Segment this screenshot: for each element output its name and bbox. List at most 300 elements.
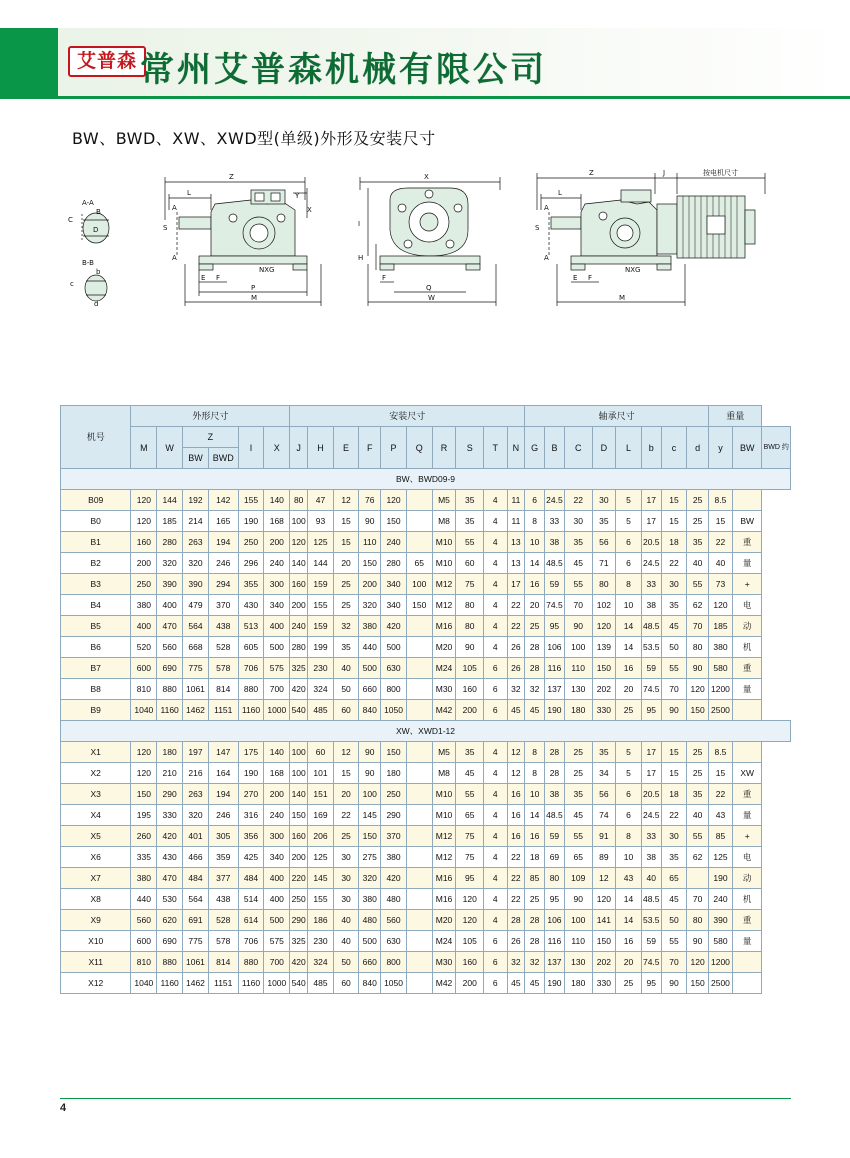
table-cell: 380 xyxy=(381,847,407,868)
table-cell: 70 xyxy=(564,595,592,616)
table-cell: 120 xyxy=(381,490,407,511)
table-cell: 55 xyxy=(456,532,484,553)
table-cell: 20 xyxy=(525,595,545,616)
table-cell: 880 xyxy=(157,952,183,973)
table-cell: 420 xyxy=(290,952,308,973)
table-cell: 60 xyxy=(333,700,359,721)
svg-text:NXG: NXG xyxy=(625,266,641,274)
svg-text:B: B xyxy=(96,208,101,216)
table-cell: 4 xyxy=(484,553,507,574)
table-cell-model: B9 xyxy=(61,700,131,721)
table-cell: 76 xyxy=(359,490,381,511)
table-cell: 24.5 xyxy=(641,553,661,574)
table-cell: 15 xyxy=(661,490,687,511)
table-cell: 50 xyxy=(333,679,359,700)
table-cell xyxy=(406,637,432,658)
table-cell: 12 xyxy=(333,742,359,763)
table-cell: 62 xyxy=(687,847,709,868)
drawings-svg xyxy=(60,160,800,375)
table-cell: 15 xyxy=(333,511,359,532)
table-cell: 340 xyxy=(381,574,407,595)
table-cell: 200 xyxy=(359,574,381,595)
table-cell: 33 xyxy=(641,574,661,595)
table-cell-model: X3 xyxy=(61,784,131,805)
table-cell: 1061 xyxy=(183,679,209,700)
table-cell: 320 xyxy=(157,553,183,574)
table-cell: 320 xyxy=(183,805,209,826)
table-cell: 159 xyxy=(308,574,334,595)
table-cell xyxy=(406,826,432,847)
table-body xyxy=(61,469,791,994)
table-cell: M10 xyxy=(432,532,456,553)
table-cell-model: B2 xyxy=(61,553,131,574)
table-cell: 380 xyxy=(359,616,381,637)
table-cell: 25 xyxy=(333,826,359,847)
svg-text:c: c xyxy=(70,280,74,288)
svg-text:A: A xyxy=(544,254,549,262)
table-cell: 28 xyxy=(525,637,545,658)
header-col-Z: Z xyxy=(183,427,239,448)
table-cell: 484 xyxy=(238,868,264,889)
table-cell: 70 xyxy=(661,952,687,973)
svg-text:b: b xyxy=(96,268,101,276)
table-cell: 55 xyxy=(564,574,592,595)
table-cell: 55 xyxy=(564,826,592,847)
table-cell: 150 xyxy=(406,595,432,616)
table-cell: 1000 xyxy=(264,973,290,994)
table-cell: 40 xyxy=(687,553,709,574)
svg-text:NXG: NXG xyxy=(259,266,275,274)
table-cell: 706 xyxy=(238,931,264,952)
table-cell-weight-bwd-note: 量 xyxy=(732,679,762,700)
table-cell: 401 xyxy=(183,826,209,847)
table-row xyxy=(61,595,791,616)
table-cell: 164 xyxy=(208,763,238,784)
table-cell: 16 xyxy=(616,658,642,679)
table-cell: 6 xyxy=(484,973,507,994)
table-cell: 700 xyxy=(264,952,290,973)
table-cell: M42 xyxy=(432,700,456,721)
table-cell: 30 xyxy=(661,826,687,847)
table-cell xyxy=(406,973,432,994)
table-cell: 206 xyxy=(308,826,334,847)
table-cell: 660 xyxy=(359,679,381,700)
table-cell: 120 xyxy=(592,889,616,910)
table-cell xyxy=(406,490,432,511)
table-cell: 14 xyxy=(525,805,545,826)
table-cell: 425 xyxy=(238,847,264,868)
table-cell-weight-bw: 185 xyxy=(709,616,733,637)
table-cell-model: X8 xyxy=(61,889,131,910)
table-cell-model: X4 xyxy=(61,805,131,826)
table-cell: 324 xyxy=(308,679,334,700)
table-cell: 10 xyxy=(616,595,642,616)
table-cell: 5 xyxy=(616,490,642,511)
table-cell: 275 xyxy=(359,847,381,868)
table-cell: 155 xyxy=(238,490,264,511)
table-cell: 26 xyxy=(507,658,525,679)
table-cell: 186 xyxy=(308,910,334,931)
table-cell: 4 xyxy=(484,511,507,532)
svg-text:J: J xyxy=(663,169,666,177)
table-cell xyxy=(406,679,432,700)
svg-text:C: C xyxy=(68,216,73,224)
table-cell: 56 xyxy=(592,532,616,553)
table-cell: 250 xyxy=(238,532,264,553)
table-cell-weight-bw: 390 xyxy=(709,910,733,931)
table-cell: 70 xyxy=(687,616,709,637)
table-cell: 14 xyxy=(525,553,545,574)
table-cell: 20 xyxy=(616,952,642,973)
table-cell: 25 xyxy=(333,595,359,616)
svg-text:Z: Z xyxy=(589,169,594,177)
table-cell: 116 xyxy=(544,931,564,952)
table-cell: 130 xyxy=(564,679,592,700)
table-cell-weight-bwd-note: 重 xyxy=(732,784,762,805)
table-cell: 199 xyxy=(308,637,334,658)
table-cell: 180 xyxy=(381,763,407,784)
table-cell: 8 xyxy=(616,826,642,847)
table-cell: 6 xyxy=(616,532,642,553)
table-cell-weight-bw: 43 xyxy=(709,805,733,826)
table-cell: 85 xyxy=(525,868,545,889)
table-cell: 74 xyxy=(592,805,616,826)
table-row xyxy=(61,574,791,595)
table-cell: 1050 xyxy=(381,973,407,994)
table-cell: 230 xyxy=(308,931,334,952)
table-cell: 706 xyxy=(238,658,264,679)
table-row xyxy=(61,700,791,721)
table-cell-weight-bwd-note: + xyxy=(732,826,762,847)
table-cell-weight-bw: 120 xyxy=(709,595,733,616)
table-cell: 50 xyxy=(661,910,687,931)
table-cell: M30 xyxy=(432,952,456,973)
table-section-label: XW、XWD1-12 xyxy=(61,721,791,742)
table-cell xyxy=(406,763,432,784)
table-cell: 60 xyxy=(333,973,359,994)
table-cell: 22 xyxy=(661,805,687,826)
table-cell: M20 xyxy=(432,910,456,931)
table-cell: 137 xyxy=(544,679,564,700)
table-cell: 24.5 xyxy=(544,490,564,511)
table-cell: 4 xyxy=(484,889,507,910)
header-col-J: J xyxy=(290,427,308,469)
table-cell: 45 xyxy=(661,616,687,637)
table-cell: 185 xyxy=(157,511,183,532)
table-cell-model: B7 xyxy=(61,658,131,679)
header-group-mounting: 安装尺寸 xyxy=(290,406,525,427)
table-cell-weight-bwd-note: 机 xyxy=(732,889,762,910)
table-cell xyxy=(406,910,432,931)
table-cell: 60 xyxy=(456,553,484,574)
table-cell-model: X11 xyxy=(61,952,131,973)
table-cell: 4 xyxy=(484,742,507,763)
header-group-outline: 外形尺寸 xyxy=(131,406,290,427)
table-cell: 190 xyxy=(544,700,564,721)
table-cell: 180 xyxy=(157,742,183,763)
table-cell: 540 xyxy=(290,973,308,994)
header-col-P: P xyxy=(381,427,407,469)
table-cell: 4 xyxy=(484,616,507,637)
table-cell: 430 xyxy=(157,847,183,868)
table-row xyxy=(61,679,791,700)
table-cell: 160 xyxy=(131,532,157,553)
table-cell: 160 xyxy=(456,952,484,973)
table-cell: 120 xyxy=(592,616,616,637)
svg-text:d: d xyxy=(94,300,99,308)
header-col-R: R xyxy=(432,427,456,469)
table-cell: 15 xyxy=(661,763,687,784)
header-weight-bwd: BWD 约 xyxy=(762,427,791,469)
table-cell: 24.5 xyxy=(641,805,661,826)
table-cell: 605 xyxy=(238,637,264,658)
table-cell: 59 xyxy=(641,658,661,679)
table-cell: 6 xyxy=(616,553,642,574)
table-cell: 560 xyxy=(131,910,157,931)
table-cell: 575 xyxy=(264,658,290,679)
table-cell: 100 xyxy=(564,910,592,931)
table-cell: 30 xyxy=(333,868,359,889)
table-cell xyxy=(406,952,432,973)
table-cell: 25 xyxy=(525,616,545,637)
table-row xyxy=(61,952,791,973)
table-cell: 65 xyxy=(564,847,592,868)
table-cell: 25 xyxy=(564,742,592,763)
header-col-B: B xyxy=(544,427,564,469)
table-cell xyxy=(406,658,432,679)
table-cell: 150 xyxy=(290,805,308,826)
table-cell: 70 xyxy=(687,889,709,910)
table-cell: 150 xyxy=(687,700,709,721)
table-cell: 6 xyxy=(616,784,642,805)
table-cell: 814 xyxy=(208,952,238,973)
table-cell-weight-bw: 580 xyxy=(709,931,733,952)
table-cell: 4 xyxy=(484,490,507,511)
table-cell: 90 xyxy=(564,889,592,910)
table-row xyxy=(61,511,791,532)
svg-text:X: X xyxy=(307,206,312,214)
table-cell: 305 xyxy=(208,826,238,847)
table-cell: 55 xyxy=(661,931,687,952)
table-row xyxy=(61,805,791,826)
table-cell: 45 xyxy=(507,973,525,994)
table-cell: 139 xyxy=(592,637,616,658)
table-cell: 142 xyxy=(208,490,238,511)
table-cell: 22 xyxy=(507,889,525,910)
header-col-Z-BW: BW xyxy=(183,448,209,469)
table-cell: 30 xyxy=(661,574,687,595)
table-row xyxy=(61,910,791,931)
table-cell: 340 xyxy=(264,595,290,616)
table-cell: 17 xyxy=(641,763,661,784)
table-cell xyxy=(406,784,432,805)
table-row xyxy=(61,826,791,847)
page-number: 4 xyxy=(60,1102,67,1114)
header-col-y: y xyxy=(709,427,733,469)
table-cell: 55 xyxy=(687,826,709,847)
table-cell: 155 xyxy=(308,889,334,910)
table-cell-weight-bwd-note: 量 xyxy=(732,931,762,952)
svg-text:Z: Z xyxy=(229,173,234,181)
table-cell: 17 xyxy=(641,511,661,532)
table-cell: 377 xyxy=(208,868,238,889)
table-cell: 430 xyxy=(238,595,264,616)
table-cell: 20.5 xyxy=(641,784,661,805)
table-cell: 316 xyxy=(238,805,264,826)
table-cell: 80 xyxy=(687,910,709,931)
table-cell: 1151 xyxy=(208,973,238,994)
table-cell: 1160 xyxy=(238,700,264,721)
table-row xyxy=(61,742,791,763)
table-cell: 25 xyxy=(687,511,709,532)
table-cell: 28 xyxy=(525,658,545,679)
table-cell: M16 xyxy=(432,616,456,637)
table-cell: 50 xyxy=(333,952,359,973)
table-cell: 25 xyxy=(687,763,709,784)
table-cell: 71 xyxy=(592,553,616,574)
table-cell: 210 xyxy=(157,763,183,784)
table-cell: 100 xyxy=(406,574,432,595)
table-cell: 880 xyxy=(238,952,264,973)
table-cell: 620 xyxy=(157,910,183,931)
table-cell: 90 xyxy=(359,763,381,784)
footer-divider xyxy=(60,1098,791,1099)
table-cell: 614 xyxy=(238,910,264,931)
company-name: 常州艾普森机械有限公司 xyxy=(140,50,547,90)
table-cell xyxy=(406,742,432,763)
table-cell: 90 xyxy=(359,511,381,532)
table-cell: 28 xyxy=(507,910,525,931)
table-cell: 320 xyxy=(183,553,209,574)
table-cell: 32 xyxy=(507,679,525,700)
table-cell: 440 xyxy=(131,889,157,910)
table-cell: 325 xyxy=(290,931,308,952)
table-cell: 25 xyxy=(525,889,545,910)
table-row xyxy=(61,763,791,784)
table-cell: 75 xyxy=(456,574,484,595)
table-cell: 8 xyxy=(616,574,642,595)
table-cell xyxy=(406,616,432,637)
table-cell: 175 xyxy=(238,742,264,763)
table-cell: 630 xyxy=(381,658,407,679)
table-cell: 26 xyxy=(507,637,525,658)
table-cell: 110 xyxy=(564,658,592,679)
table-cell: 630 xyxy=(381,931,407,952)
table-cell xyxy=(406,700,432,721)
table-cell: M42 xyxy=(432,973,456,994)
table-row xyxy=(61,973,791,994)
table-cell: 1000 xyxy=(264,700,290,721)
table-cell: 6 xyxy=(484,931,507,952)
table-cell: 246 xyxy=(208,805,238,826)
table-cell: 90 xyxy=(564,616,592,637)
table-cell: 810 xyxy=(131,679,157,700)
table-cell: 17 xyxy=(641,742,661,763)
table-cell: 240 xyxy=(264,553,290,574)
table-cell: 100 xyxy=(290,511,308,532)
table-cell: 180 xyxy=(564,700,592,721)
table-cell: 4 xyxy=(484,532,507,553)
table-cell: M8 xyxy=(432,763,456,784)
header-col-M: M xyxy=(131,427,157,469)
svg-text:A: A xyxy=(172,204,177,212)
table-cell: 700 xyxy=(264,679,290,700)
table-cell: 438 xyxy=(208,616,238,637)
table-cell-model: B0 xyxy=(61,511,131,532)
table-cell: 25 xyxy=(616,700,642,721)
table-cell: 62 xyxy=(687,595,709,616)
svg-text:A-A: A-A xyxy=(82,199,94,207)
table-cell: 290 xyxy=(381,805,407,826)
table-cell: 380 xyxy=(131,595,157,616)
table-cell-model: B8 xyxy=(61,679,131,700)
table-cell: 17 xyxy=(641,490,661,511)
table-cell: 32 xyxy=(525,952,545,973)
table-cell: 100 xyxy=(564,637,592,658)
table-cell: 32 xyxy=(333,616,359,637)
table-cell: 35 xyxy=(456,490,484,511)
table-cell: 20 xyxy=(333,553,359,574)
table-cell: 4 xyxy=(484,826,507,847)
table-cell: 324 xyxy=(308,952,334,973)
table-cell-weight-bwd-note: + xyxy=(732,574,762,595)
table-row xyxy=(61,658,791,679)
table-section-row xyxy=(61,469,791,490)
table-cell: 120 xyxy=(456,889,484,910)
table-cell: 240 xyxy=(381,532,407,553)
table-cell: 89 xyxy=(592,847,616,868)
table-cell: 1160 xyxy=(238,973,264,994)
table-cell: 470 xyxy=(157,868,183,889)
header-col-c: c xyxy=(661,427,687,469)
table-cell: 93 xyxy=(308,511,334,532)
table-cell: 220 xyxy=(290,868,308,889)
svg-text:P: P xyxy=(251,284,256,292)
table-cell-weight-bwd-note xyxy=(732,742,762,763)
table-cell xyxy=(406,931,432,952)
table-cell: 109 xyxy=(564,868,592,889)
table-cell: 91 xyxy=(592,826,616,847)
table-cell: 16 xyxy=(507,784,525,805)
table-cell: 390 xyxy=(183,574,209,595)
table-cell: 1040 xyxy=(131,700,157,721)
table-cell: 13 xyxy=(507,532,525,553)
table-cell: M24 xyxy=(432,658,456,679)
table-cell: 22 xyxy=(564,490,592,511)
table-cell: 30 xyxy=(564,511,592,532)
table-cell: 150 xyxy=(381,742,407,763)
table-cell-weight-bwd-note: 电 xyxy=(732,595,762,616)
table-cell: 22 xyxy=(507,868,525,889)
header-col-d: d xyxy=(687,427,709,469)
table-cell: 500 xyxy=(381,637,407,658)
header-group-bearing: 轴承尺寸 xyxy=(525,406,709,427)
table-cell: 190 xyxy=(238,763,264,784)
table-cell: 150 xyxy=(592,931,616,952)
table-cell: 4 xyxy=(484,763,507,784)
table-cell: 59 xyxy=(544,574,564,595)
table-cell: 484 xyxy=(183,868,209,889)
table-cell: 194 xyxy=(208,532,238,553)
table-cell-weight-bw: 580 xyxy=(709,658,733,679)
table-cell: 35 xyxy=(456,511,484,532)
svg-text:Q: Q xyxy=(426,284,432,292)
table-cell: 200 xyxy=(264,532,290,553)
table-cell: 95 xyxy=(456,868,484,889)
table-cell: 1462 xyxy=(183,973,209,994)
table-cell: 479 xyxy=(183,595,209,616)
table-cell: 11 xyxy=(507,511,525,532)
